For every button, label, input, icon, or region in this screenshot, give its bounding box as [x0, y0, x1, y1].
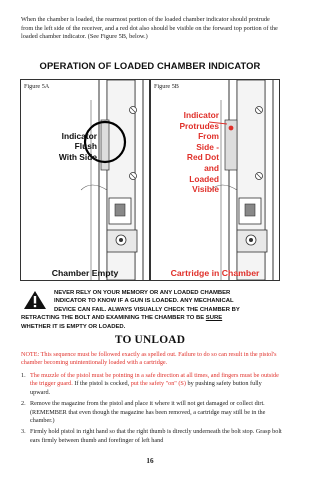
warning-line: [21, 314, 279, 322]
callout-indicator-flush: [37, 131, 97, 162]
step-number: 1.: [21, 372, 26, 379]
callout-line: Protrudes: [179, 120, 219, 131]
section-title-to-unload: TO UNLOAD: [114, 334, 186, 346]
receiver-illustration-empty: [21, 80, 150, 281]
figure-5b: [150, 79, 280, 281]
intro-paragraph: When the chamber is loaded, the rearmost portion of the loaded chamber indicator should protrude from the left side of the receiver, and a red dot also should be visible on the forward top portion of the loaded chamber indicator. (See Figure 5B, below.): [21, 16, 278, 41]
callout-line: and: [204, 162, 219, 173]
figure-label: Figure 5A: [24, 83, 50, 90]
warning-text: RETRACTING THE BOLT AND EXAMINING THE CHAMBER TO BE: [21, 315, 206, 322]
step-text-red: put the safety "on" (S): [130, 380, 186, 388]
section-title-loaded-chamber-indicator: OPERATION OF LOADED CHAMBER INDICATOR: [39, 60, 261, 71]
callout-indicator-protrudes: [161, 110, 219, 195]
warning-triangle-icon: [23, 290, 47, 310]
figure-caption: Chamber Empty: [51, 268, 119, 278]
warning-line: WHETHER IT IS EMPTY OR LOADED.: [21, 323, 126, 330]
warning-block: [21, 289, 279, 331]
step-text: Remove the magazine from the pistol and place it where it will not get damaged or collect dirt. (REMEMBER that even though the magazine has been removed, a cartridge may still be in the chamber.): [30, 400, 266, 425]
page-number: 16: [146, 457, 154, 465]
figure-caption: Cartridge in Chamber: [170, 268, 260, 278]
figure-label: Figure 5B: [154, 83, 179, 90]
note-paragraph: NOTE: This sequence must be followed exactly as spelled out. Failure to do so can result in the pistol's chamber becoming unintentionally loaded with a cartridge.: [21, 351, 277, 367]
step-text: by pushing safety button fully upward.: [30, 380, 262, 396]
callout-line: With Side: [58, 151, 97, 162]
callout-line: Indicator: [183, 110, 219, 120]
warning-line: INDICATOR TO KNOW IF A GUN IS LOADED. ANY MECHANICAL: [54, 298, 234, 305]
unload-steps-list: [21, 372, 283, 448]
list-item: [21, 372, 283, 397]
step-text-red: The muzzle of the pistol must be pointing in a safe direction at all times, and fingers must be outside the trigger guard.: [30, 372, 279, 388]
figure-5a: [20, 79, 150, 281]
callout-line: Flush: [74, 141, 97, 152]
step-text: Firmly hold pistol in right hand so that the right thumb is directly underneath the bolt stop. Grasp bolt ears firmly between thumb and forefinger of left hand: [30, 428, 282, 444]
callout-line: Visible: [192, 184, 219, 195]
list-item: [21, 400, 283, 425]
list-item: [21, 428, 283, 445]
callout-line: Side -: [196, 141, 219, 152]
step-number: 3.: [21, 428, 26, 436]
callout-line: Red Dot: [186, 152, 219, 163]
callout-line: Indicator: [61, 131, 97, 141]
step-number: 2.: [21, 400, 26, 408]
warning-line: DEVICE CAN FAIL. ALWAYS VISUALLY CHECK THE CHAMBER BY: [54, 306, 240, 313]
callout-line: From: [198, 131, 219, 142]
warning-emphasis: SURE: [205, 315, 223, 322]
warning-line: NEVER RELY ON YOUR MEMORY OR ANY LOADED CHAMBER: [54, 290, 231, 296]
step-text: If the pistol is cocked,: [72, 380, 131, 388]
callout-line: Loaded: [189, 173, 219, 184]
